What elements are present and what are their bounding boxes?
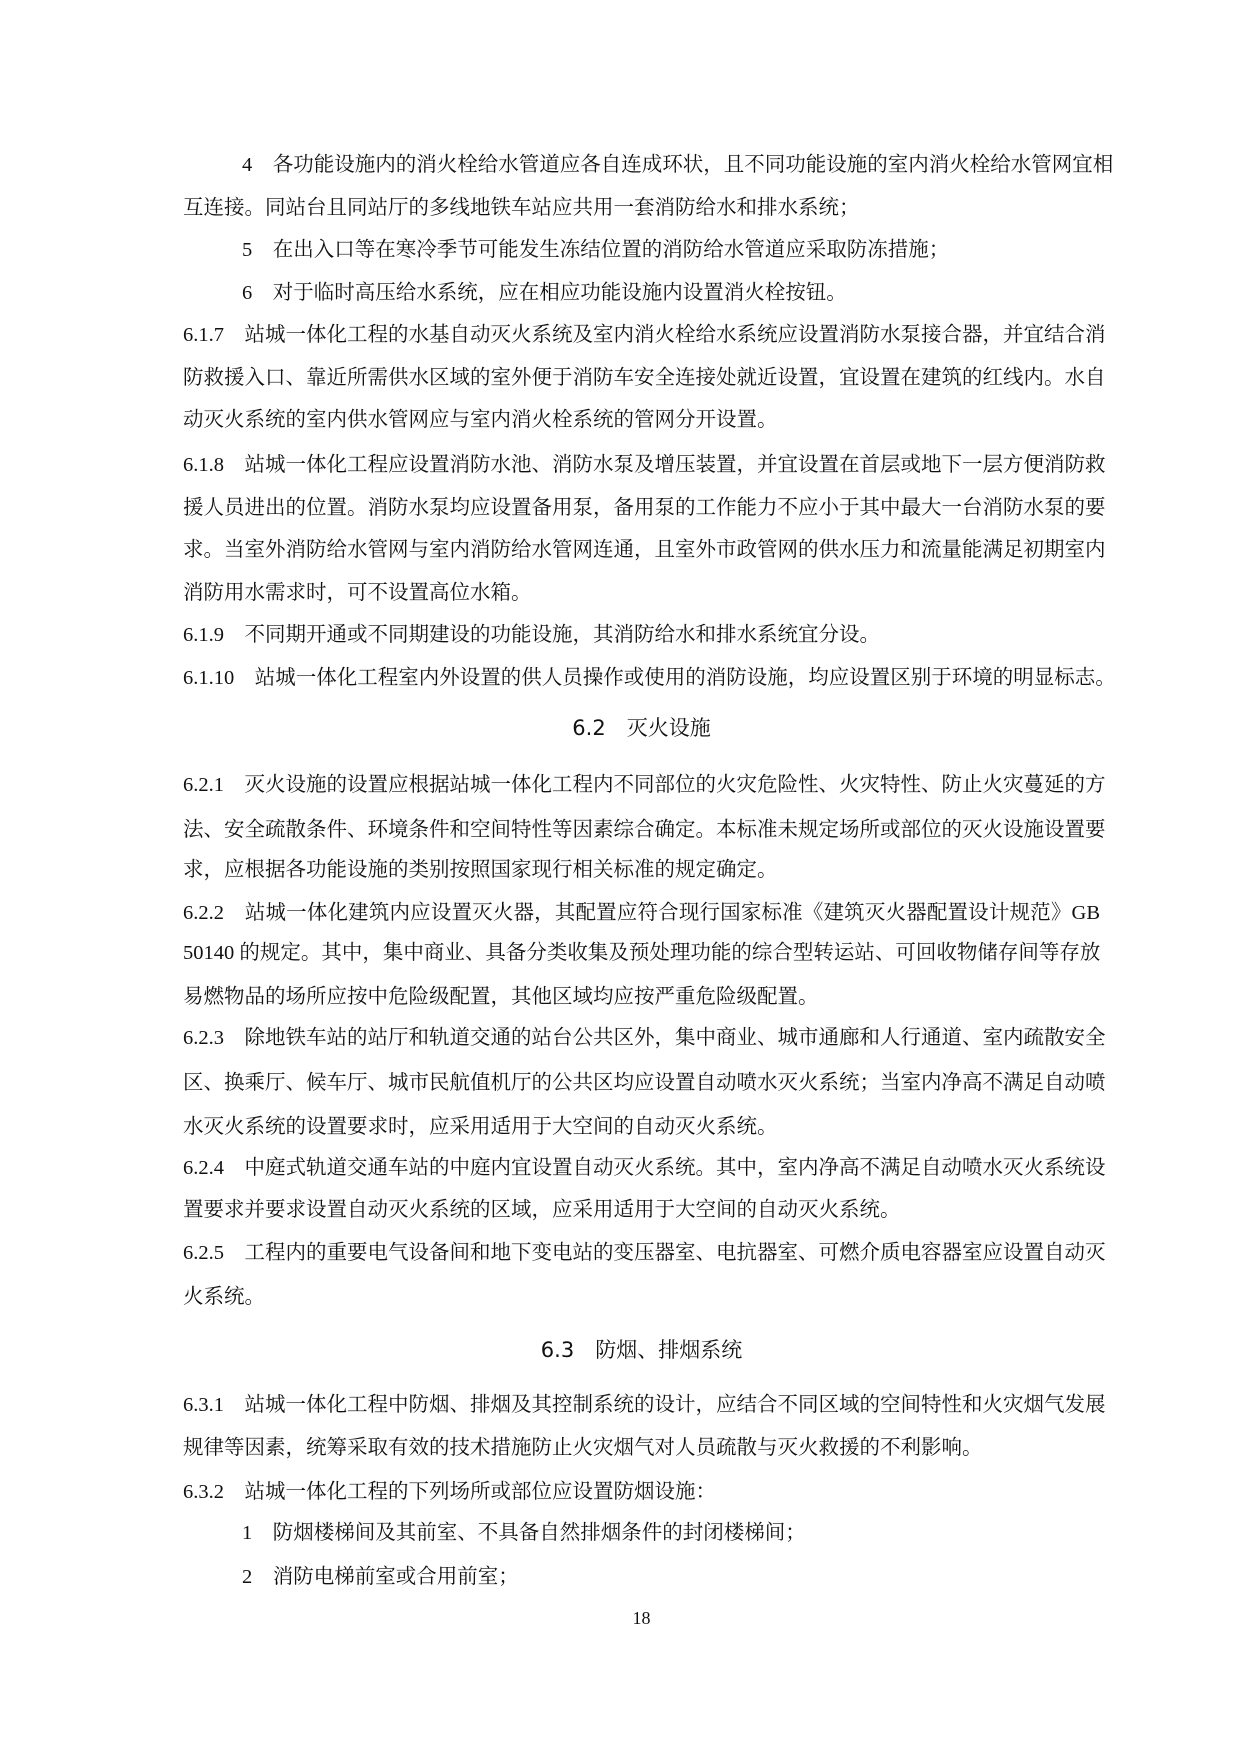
text-line: 置要求并要求设置自动灭火系统的区域，应采用适用于大空间的自动灭火系统。 — [183, 1199, 901, 1221]
text-line: 6.3.1 站城一体化工程中防烟、排烟及其控制系统的设计，应结合不同区域的空间特性和火灾烟气发展 — [183, 1394, 1106, 1416]
text-line: 6.2.2 站城一体化建筑内应设置灭火器，其配置应符合现行国家标准《建筑灭火器配置设计规范》GB — [183, 902, 1100, 924]
page-number: 18 — [632, 1608, 651, 1628]
text-line: 2 消防电梯前室或合用前室； — [242, 1566, 519, 1588]
text-line: 6.2.3 除地铁车站的站厅和轨道交通的站台公共区外，集中商业、城市通廊和人行通道、室内疏散安全 — [183, 1027, 1106, 1049]
text-line: 防救援入口、靠近所需供水区域的室外便于消防车安全连接处就近设置，宜设置在建筑的红线内。水自 — [183, 367, 1106, 389]
text-line: 6.1.9 不同期开通或不同期建设的功能设施，其消防给水和排水系统宜分设。 — [183, 624, 880, 646]
text-line: 6.2.4 中庭式轨道交通车站的中庭内宜设置自动灭火系统。其中，室内净高不满足自动喷水灭火系统设 — [183, 1157, 1106, 1179]
text-line: 6.1.7 站城一体化工程的水基自动灭火系统及室内消火栓给水系统应设置消防水泵接合器，并宜结合消 — [183, 324, 1106, 346]
text-line: 6.2.5 工程内的重要电气设备间和地下变电站的变压器室、电抗器室、可燃介质电容器室应设置自动灭 — [183, 1242, 1106, 1264]
text-line: 互连接。同站台且同站厅的多线地铁车站应共用一套消防给水和排水系统； — [183, 197, 860, 219]
text-line: 法、安全疏散条件、环境条件和空间特性等因素综合确定。本标准未规定场所或部位的灭火设施设置要 — [183, 819, 1106, 841]
text-line: 规律等因素，统筹采取有效的技术措施防止火灾烟气对人员疏散与灭火救援的不利影响。 — [183, 1437, 983, 1459]
text-line: 区、换乘厅、候车厅、城市民航值机厅的公共区均应设置自动喷水灭火系统；当室内净高不满足自动喷 — [183, 1072, 1106, 1094]
text-line: 动灭火系统的室内供水管网应与室内消火栓系统的管网分开设置。 — [183, 409, 778, 431]
section-heading-6-3: 6.3 防烟、排烟系统 — [540, 1338, 743, 1362]
text-line: 6.1.10 站城一体化工程室内外设置的供人员操作或使用的消防设施，均应设置区别于环境的明显标志。 — [183, 667, 1116, 689]
text-line: 5 在出入口等在寒冷季节可能发生冻结位置的消防给水管道应采取防冻措施； — [242, 239, 950, 261]
section-heading-6-2: 6.2 灭火设施 — [572, 716, 711, 740]
text-line: 6.2.1 灭火设施的设置应根据站城一体化工程内不同部位的火灾危险性、火灾特性、防止火灾蔓延的方 — [183, 774, 1106, 796]
text-line: 求。当室外消防给水管网与室内消防给水管网连通，且室外市政管网的供水压力和流量能满足初期室内 — [183, 539, 1106, 561]
text-line: 50140 的规定。其中，集中商业、具备分类收集及预处理功能的综合型转运站、可回收物储存间等存放 — [183, 942, 1101, 964]
text-line: 6 对于临时高压给水系统，应在相应功能设施内设置消火栓按钮。 — [242, 282, 847, 304]
text-line: 火系统。 — [183, 1286, 265, 1308]
text-line: 1 防烟楼梯间及其前室、不具备自然排烟条件的封闭楼梯间； — [242, 1522, 806, 1544]
text-line: 水灭火系统的设置要求时，应采用适用于大空间的自动灭火系统。 — [183, 1116, 778, 1138]
text-line: 援人员进出的位置。消防水泵均应设置备用泵，备用泵的工作能力不应小于其中最大一台消防水泵的要 — [183, 497, 1106, 519]
text-line: 消防用水需求时，可不设置高位水箱。 — [183, 582, 532, 604]
text-line: 6.3.2 站城一体化工程的下列场所或部位应设置防烟设施： — [183, 1481, 716, 1503]
text-line: 易燃物品的场所应按中危险级配置，其他区域均应按严重危险级配置。 — [183, 986, 819, 1008]
text-line: 求，应根据各功能设施的类别按照国家现行相关标准的规定确定。 — [183, 859, 778, 881]
text-line: 6.1.8 站城一体化工程应设置消防水池、消防水泵及增压装置，并宜设置在首层或地下一层方便消防救 — [183, 454, 1106, 476]
text-line: 4 各功能设施内的消火栓给水管道应各自连成环状，且不同功能设施的室内消火栓给水管网宜相 — [242, 154, 1114, 176]
